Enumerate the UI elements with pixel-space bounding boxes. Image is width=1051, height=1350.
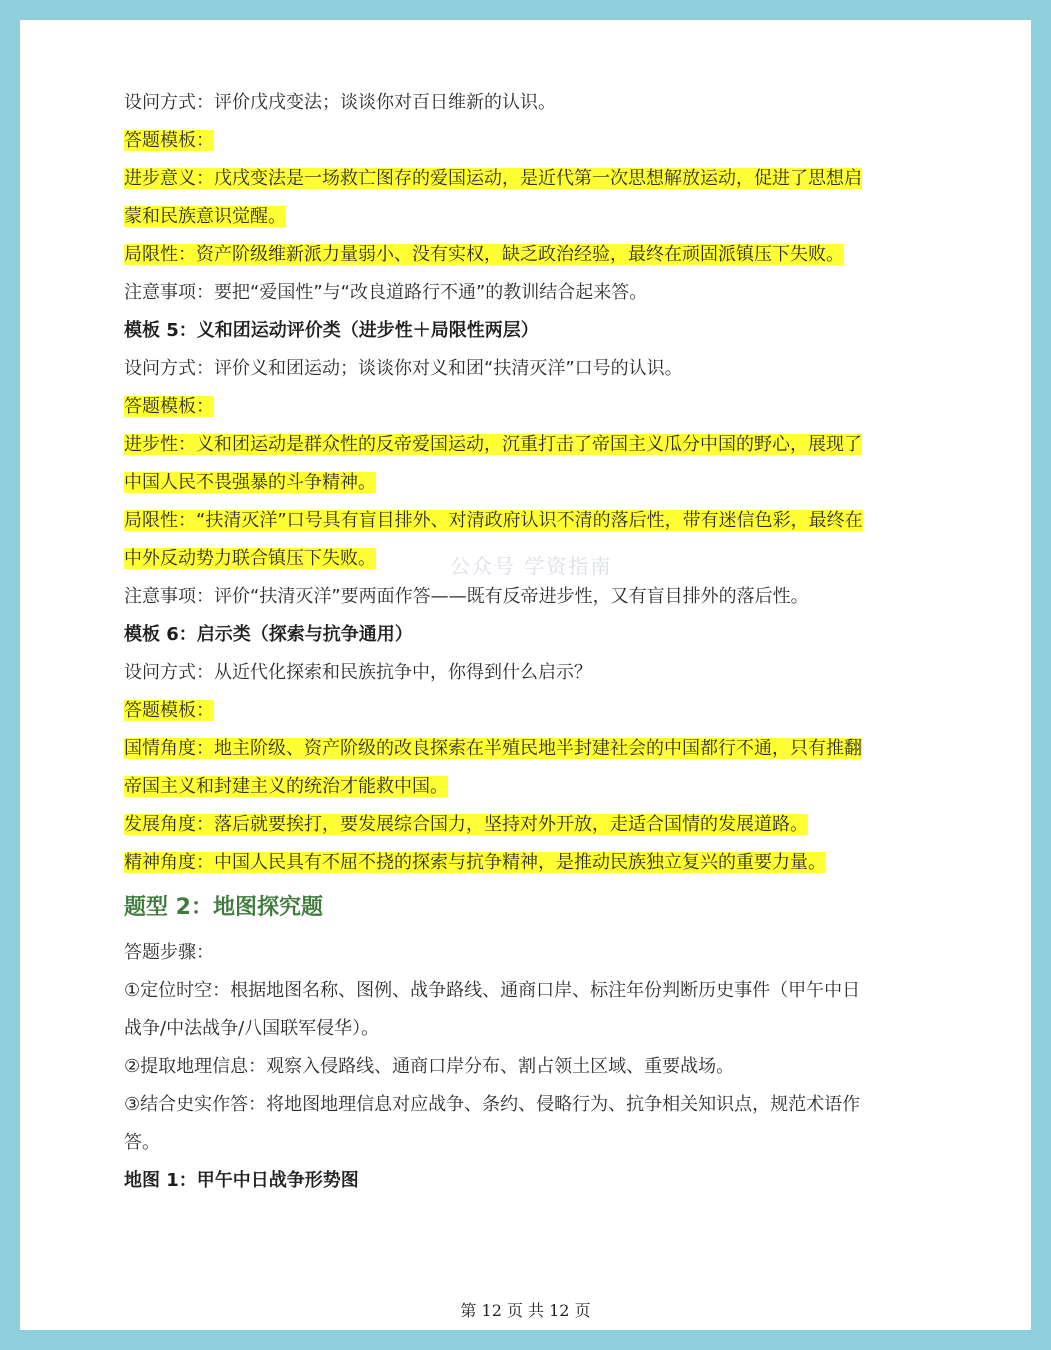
line-text: 设问方式：评价义和团运动；谈谈你对义和团“扶清灭洋”口号的认识。	[124, 358, 683, 379]
text-line	[124, 350, 934, 388]
text-line	[124, 84, 934, 122]
highlighted-text: 发展角度：落后就要挨打，要发展综合国力，坚持对外开放，走适合国情的发展道路。	[124, 814, 808, 835]
text-line	[124, 464, 934, 502]
text-line	[124, 844, 934, 882]
content-block-bottom	[124, 934, 934, 1200]
highlighted-text: 精神角度：中国人民具有不屈不挠的探索与抗争精神，是推动民族独立复兴的重要力量。	[124, 852, 826, 873]
document-page	[20, 20, 1031, 1330]
text-line	[124, 502, 934, 540]
content-block-top	[124, 84, 934, 882]
line-text: 模板 6：启示类（探索与抗争通用）	[124, 624, 413, 645]
line-text: 模板 5：义和团运动评价类（进步性＋局限性两层）	[124, 320, 539, 341]
text-line	[124, 578, 934, 616]
template-heading-line	[124, 616, 934, 654]
text-line	[124, 1124, 934, 1162]
text-line	[124, 236, 934, 274]
highlighted-text: 进步性：义和团运动是群众性的反帝爱国运动，沉重打击了帝国主义瓜分中国的野心，展现了	[124, 434, 862, 455]
page-content	[124, 84, 934, 1200]
highlighted-text: 局限性：资产阶级维新派力量弱小、没有实权，缺乏政治经验，最终在顽固派镇压下失败。	[124, 244, 844, 265]
text-line	[124, 768, 934, 806]
highlighted-text: 中外反动势力联合镇压下失败。	[124, 548, 376, 569]
highlighted-text: 局限性：“扶清灭洋”口号具有盲目排外、对清政府认识不清的落后性，带有迷信色彩，最终在	[124, 510, 863, 531]
text-line	[124, 122, 934, 160]
section-heading: 题型 2：地图探究题	[124, 895, 323, 920]
text-line	[124, 692, 934, 730]
text-line	[124, 654, 934, 692]
line-text: 设问方式：从近代化探索和民族抗争中，你得到什么启示？	[124, 662, 592, 683]
line-text: 地图 1：甲午中日战争形势图	[124, 1170, 359, 1191]
line-text: 注意事项：评价“扶清灭洋”要两面作答——既有反帝进步性，又有盲目排外的落后性。	[124, 586, 809, 607]
watermark: 公众号 学资指南	[450, 554, 613, 578]
template-heading-line	[124, 312, 934, 350]
highlighted-text: 中国人民不畏强暴的斗争精神。	[124, 472, 376, 493]
text-line	[124, 972, 934, 1010]
highlighted-text: 答题模板：	[124, 700, 214, 721]
line-text: 答题步骤：	[124, 942, 214, 963]
text-line	[124, 730, 934, 768]
highlighted-text: 国情角度：地主阶级、资产阶级的改良探索在半殖民地半封建社会的中国都行不通，只有推翻	[124, 738, 862, 759]
page-footer: 第 12 页 共 12 页	[460, 1301, 591, 1320]
text-line	[124, 388, 934, 426]
line-text: ①定位时空：根据地图名称、图例、战争路线、通商口岸、标注年份判断历史事件（甲午中日	[124, 980, 861, 1001]
highlighted-text: 蒙和民族意识觉醒。	[124, 206, 286, 227]
highlighted-text: 帝国主义和封建主义的统治才能救中国。	[124, 776, 448, 797]
text-line	[124, 274, 934, 312]
line-text: 注意事项：要把“爱国性”与“改良道路行不通”的教训结合起来答。	[124, 282, 648, 303]
text-line	[124, 1010, 934, 1048]
highlighted-text: 答题模板：	[124, 130, 214, 151]
text-line	[124, 198, 934, 236]
template-heading-line	[124, 1162, 934, 1200]
line-text: 战争/中法战争/八国联军侵华）。	[124, 1018, 380, 1039]
text-line	[124, 426, 934, 464]
line-text: ②提取地理信息：观察入侵路线、通商口岸分布、割占领土区域、重要战场。	[124, 1056, 735, 1077]
highlighted-text: 答题模板：	[124, 396, 214, 417]
text-line	[124, 1048, 934, 1086]
line-text: ③结合史实作答：将地图地理信息对应战争、条约、侵略行为、抗争相关知识点，规范术语作	[124, 1094, 861, 1115]
line-text: 答。	[124, 1132, 160, 1153]
text-line	[124, 934, 934, 972]
text-line	[124, 806, 934, 844]
text-line	[124, 1086, 934, 1124]
highlighted-text: 进步意义：戊戌变法是一场救亡图存的爱国运动，是近代第一次思想解放运动，促进了思想启	[124, 168, 862, 189]
text-line	[124, 160, 934, 198]
line-text: 设问方式：评价戊戌变法；谈谈你对百日维新的认识。	[124, 92, 556, 113]
